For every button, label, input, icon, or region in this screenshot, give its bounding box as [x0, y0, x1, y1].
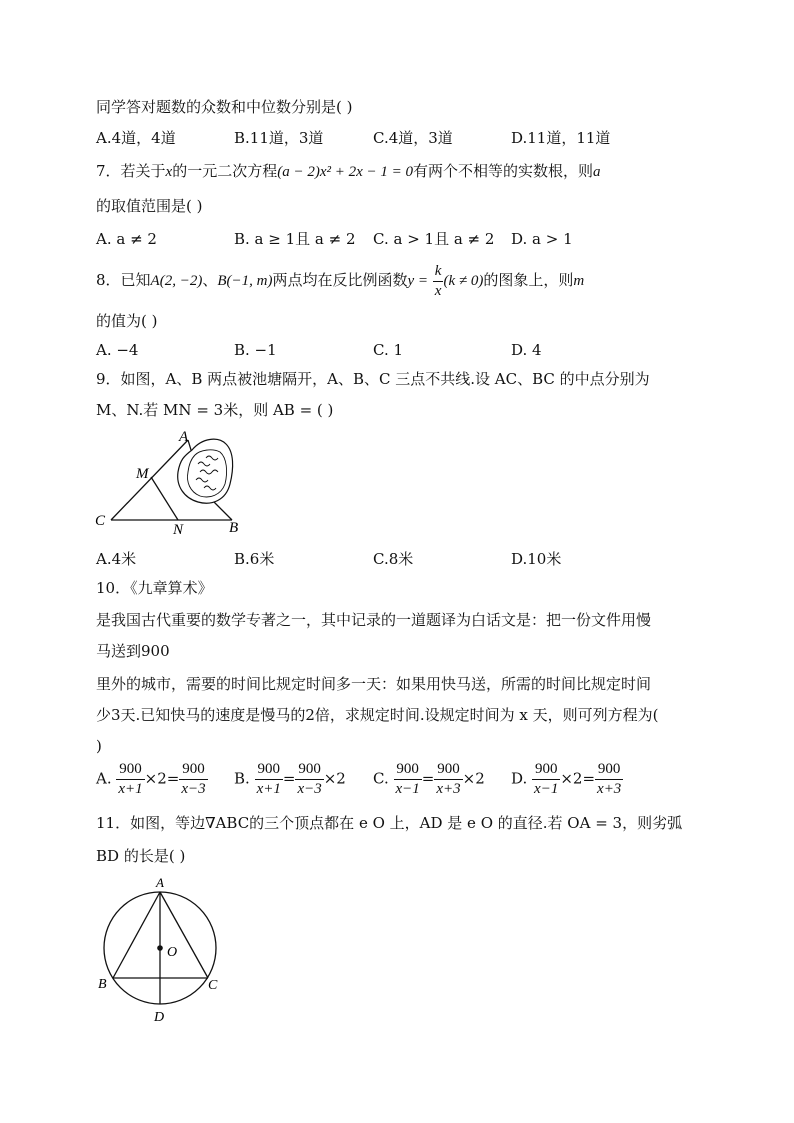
q10-d-right-den: x+3: [597, 781, 622, 797]
question-9-stem: 9．如图，A、B 两点被池塘隔开，A、B、C 三点不共线.设 AC、BC 的中点分别为: [96, 370, 650, 388]
label-d: D: [154, 1010, 165, 1025]
question-7-stem-line2: 的取值范围是( ): [96, 197, 203, 215]
question-8-stem: [96, 262, 584, 298]
q10-a-left-mul: ×2: [144, 769, 167, 788]
q7-var-a: a: [593, 164, 601, 180]
segment-ca: [111, 440, 188, 520]
q10-d-left-num: 900: [532, 762, 560, 780]
q7-var-x: x: [165, 164, 173, 180]
q8-option-d[interactable]: D. 4: [511, 341, 542, 359]
q10-a-right-den: x−3: [181, 781, 206, 797]
q10-a-left-den: x+1: [118, 781, 143, 797]
q7-text-pre: 7．若关于: [96, 162, 166, 180]
question-8-stem-line2: 的值为( ): [96, 312, 158, 330]
question-10-stem-line4: 里外的城市，需要的时间比规定时间多一天：如果用快马送，所需的时间比规定时间: [96, 675, 652, 693]
segment-mn: [151, 477, 178, 520]
q10-c-left-num: 900: [394, 762, 422, 780]
q9-option-d[interactable]: D.10米: [511, 550, 562, 568]
question-6-stem-tail: 同学答对题数的众数和中位数分别是( ): [96, 98, 353, 116]
q10-option-d[interactable]: [511, 762, 623, 797]
question-7-stem: [96, 161, 601, 182]
q8-text-post: 的图象上，则: [483, 271, 574, 289]
question-10-stem-line5: 少3天.已知快马的速度是慢马的2倍，求规定时间.设规定时间为 x 天，则可列方程为(: [96, 706, 659, 724]
label-b: B: [98, 977, 107, 992]
label-n: N: [173, 522, 184, 538]
segment-ac: [160, 892, 208, 978]
q7-option-d[interactable]: D. a > 1: [511, 230, 573, 248]
q10-c-right-den: x+3: [436, 781, 461, 797]
q8-option-b[interactable]: B. −1: [234, 341, 277, 359]
q7-option-a[interactable]: A. a ≠ 2: [96, 230, 157, 248]
q10-d-eq: =: [582, 769, 596, 788]
q10-d-right-num: 900: [595, 762, 623, 780]
segment-ab: [113, 892, 160, 978]
q10-c-prefix: C.: [373, 769, 389, 788]
q7-text-mid: 的一元二次方程: [172, 162, 278, 180]
label-m: M: [136, 466, 149, 482]
q10-option-c[interactable]: [373, 762, 485, 797]
q10-b-right-mul: ×2: [323, 769, 346, 788]
q8-func-lhs: y =: [407, 273, 428, 289]
q10-b-right-num: 900: [295, 762, 323, 780]
q8-text-mid: 两点均在反比例函数: [272, 271, 408, 289]
q10-b-left-den: x+1: [256, 781, 281, 797]
q10-option-a[interactable]: [96, 762, 208, 797]
circle-triangle-figure: [92, 872, 232, 1027]
q6-option-a[interactable]: A.4道，4道: [96, 129, 176, 147]
q10-option-b[interactable]: [234, 762, 346, 797]
q10-c-left-den: x−1: [395, 781, 420, 797]
label-a: A: [156, 875, 164, 890]
pond-triangle-figure: [92, 428, 252, 538]
question-11-stem-line2: BD 的长是( ): [96, 847, 186, 865]
q10-b-eq: =: [282, 769, 296, 788]
label-a: A: [179, 429, 189, 445]
q8-var-m: m: [573, 273, 585, 289]
q10-a-prefix: A.: [96, 769, 112, 788]
q10-b-prefix: B.: [234, 769, 250, 788]
question-10-stem-line6: ): [96, 737, 102, 755]
center-point-o: [157, 945, 163, 951]
q10-c-eq: =: [421, 769, 435, 788]
question-10-stem-line3: 马送到900: [96, 642, 170, 660]
q8-point-b: B(−1, m): [217, 273, 273, 289]
question-10-stem-line2: 是我国古代重要的数学专著之一，其中记录的一道题译为白话文是：把一份文件用慢: [96, 611, 652, 629]
q9-option-b[interactable]: B.6米: [234, 550, 275, 568]
label-o: O: [167, 945, 178, 960]
q10-a-left-num: 900: [116, 762, 144, 780]
question-10-title: 10．《九章算术》: [96, 579, 213, 597]
q7-equation: (a − 2)x² + 2x − 1 = 0: [277, 164, 414, 180]
label-c: C: [95, 513, 106, 529]
q8-func-cond: (k ≠ 0): [443, 273, 484, 289]
q8-option-c[interactable]: C. 1: [373, 341, 404, 359]
q6-option-d[interactable]: D.11道，11道: [511, 129, 611, 147]
q8-func-num: k: [433, 264, 444, 282]
q8-text-pre: 8．已知: [96, 271, 151, 289]
q8-func-den: x: [434, 282, 442, 299]
q7-option-b[interactable]: B. a ≥ 1且 a ≠ 2: [234, 230, 356, 248]
q8-option-a[interactable]: A. −4: [96, 341, 139, 359]
q10-b-left-num: 900: [255, 762, 283, 780]
q8-sep: 、: [202, 271, 218, 289]
q6-option-b[interactable]: B.11道，3道: [234, 129, 324, 147]
q8-func-fraction: [433, 264, 444, 299]
q10-d-prefix: D.: [511, 769, 528, 788]
q10-c-right-mul: ×2: [462, 769, 485, 788]
q10-a-eq: =: [166, 769, 180, 788]
q10-d-left-den: x−1: [534, 781, 559, 797]
q10-a-right-num: 900: [179, 762, 207, 780]
q9-option-c[interactable]: C.8米: [373, 550, 414, 568]
q8-point-a: A(2, −2): [150, 273, 203, 289]
q7-text-post: 有两个不相等的实数根，则: [413, 162, 594, 180]
q7-option-c[interactable]: C. a > 1且 a ≠ 2: [373, 230, 495, 248]
label-c: C: [208, 978, 218, 993]
question-11-stem: 11．如图，等边∇ABC的三个顶点都在 e O 上，AD 是 e O 的直径.若 OA = 3，则劣弧: [96, 814, 683, 832]
label-b: B: [229, 520, 239, 536]
q10-b-right-den: x−3: [297, 781, 322, 797]
q9-option-a[interactable]: A.4米: [96, 550, 137, 568]
q6-option-c[interactable]: C.4道，3道: [373, 129, 453, 147]
question-9-stem-line2: M、N.若 MN = 3米，则 AB = ( ): [96, 401, 334, 419]
q10-c-right-num: 900: [434, 762, 462, 780]
q10-d-left-mul: ×2: [560, 769, 583, 788]
